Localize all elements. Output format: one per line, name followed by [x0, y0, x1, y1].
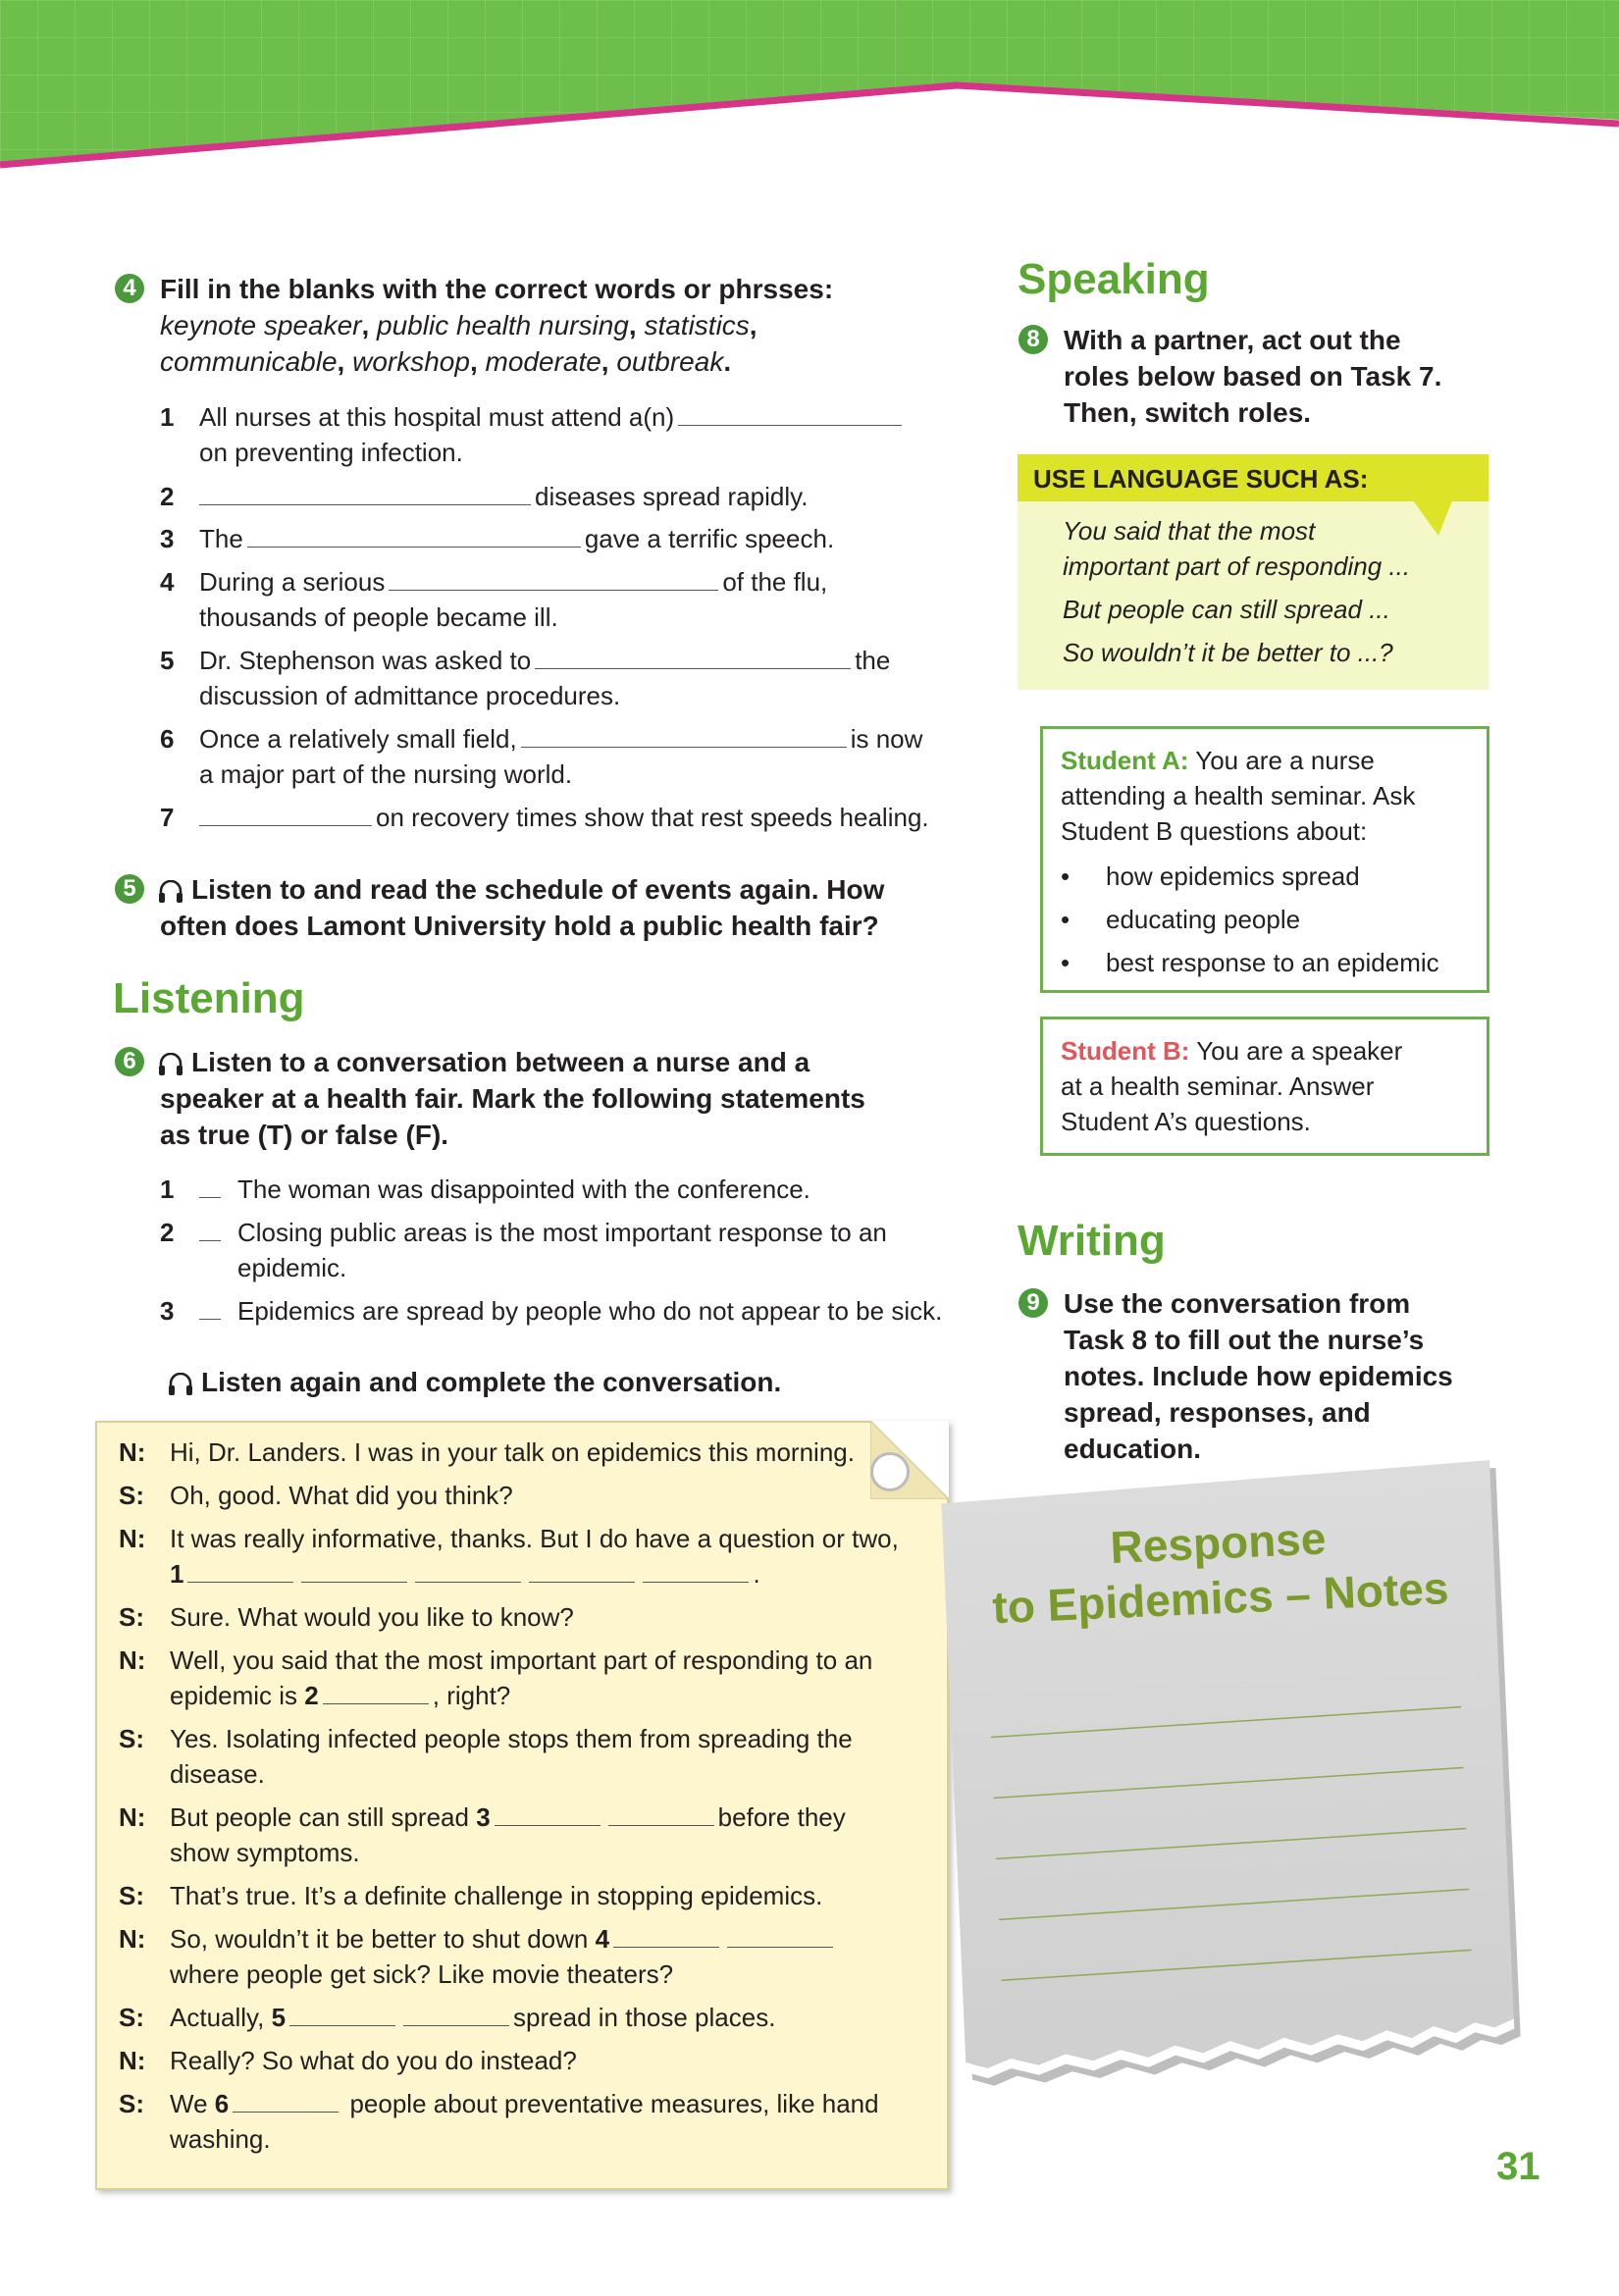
bullet-item-2 [1061, 902, 1301, 937]
task4-number-badge: 4 [115, 274, 144, 303]
answer-blank[interactable] [678, 403, 902, 426]
answer-blank[interactable] [521, 725, 847, 748]
student-a-text1: You are a nurse [1195, 746, 1375, 775]
task4-word-list-line2: communicable, workshop, moderate, outbreak. [160, 346, 732, 377]
item-number: 2 [160, 1218, 175, 1247]
tf-answer-blank[interactable] [199, 1297, 221, 1320]
bullet-text: educating people [1106, 905, 1301, 934]
answer-blank[interactable] [199, 483, 531, 505]
item-text: diseases spread rapidly. [535, 482, 809, 511]
bullet-text: how epidemics spread [1106, 861, 1360, 891]
gap-blank[interactable] [727, 1925, 833, 1948]
gap-blank[interactable] [415, 1560, 521, 1583]
speaker-label: S: [119, 2089, 144, 2118]
task9-line3: notes. Include how epidemics [1064, 1361, 1453, 1391]
gap-blank[interactable] [495, 1803, 601, 1826]
speaker-label: S: [119, 1602, 144, 1632]
conv-text: Really? So what do you do instead? [170, 2046, 577, 2075]
gap-blank[interactable] [608, 1803, 714, 1826]
task4-word-list-line1: keynote speaker, public health nursing, statistics, [160, 310, 757, 340]
task4-item-3 [160, 521, 945, 556]
student-a-text2: attending a health seminar. Ask [1061, 781, 1416, 810]
item-number: 2 [160, 482, 175, 511]
speaker-label: N: [119, 1437, 146, 1467]
task4 [123, 271, 945, 380]
gap-number: 4 [595, 1924, 610, 1954]
headphones-icon[interactable] [158, 880, 183, 904]
conv-text: But people can still spread [170, 1802, 469, 1832]
item-number: 3 [160, 1296, 175, 1326]
conv-text-cont [170, 1678, 935, 1713]
conv-text: It was really informative, thanks. But I do have a question or two, [170, 1524, 899, 1553]
page-number: 31 [1496, 2145, 1541, 2188]
conv-text: That’s true. It’s a definite challenge in stopping epidemics. [170, 1881, 823, 1910]
gap-blank[interactable] [301, 1560, 407, 1583]
speaker-label: N: [119, 1924, 146, 1954]
answer-blank[interactable] [389, 568, 718, 591]
conv-text-cont: where people get sick? Like movie theaters? [170, 1959, 674, 1989]
task4-title: Fill in the blanks with the correct words or phrsses: [160, 274, 834, 304]
speaking-heading: Speaking [1018, 255, 1210, 303]
gap-number: 1 [170, 1559, 184, 1589]
phrase-line-1: You said that the most [1063, 516, 1316, 546]
gap-blank[interactable] [323, 1682, 429, 1704]
item-text: The woman was disappointed with the conference. [237, 1174, 810, 1204]
speaker-label: S: [119, 1724, 144, 1753]
task4-item-1 [160, 399, 945, 470]
bullet-icon: • [1061, 905, 1071, 934]
conv-text: Hi, Dr. Landers. I was in your talk on epidemics this morning. [170, 1437, 855, 1467]
gap-blank[interactable] [403, 2004, 509, 2026]
task6-number-badge: 6 [115, 1047, 144, 1076]
tf-answer-blank[interactable] [199, 1175, 221, 1198]
tf-item-2 [160, 1215, 965, 1285]
speaker-label: N: [119, 1524, 146, 1553]
conv-text: So, wouldn’t it be better to shut down [170, 1924, 589, 1954]
conv-text: epidemic is [170, 1681, 298, 1710]
item-text: is now [850, 724, 923, 754]
notes-title-line2: to Epidemics – Notes [991, 1562, 1450, 1634]
task5-line1: Listen to and read the schedule of events again. How [191, 874, 885, 905]
task4-item-2 [160, 479, 945, 514]
task8-number-badge: 8 [1018, 325, 1048, 354]
speaker-label: S: [119, 1881, 144, 1910]
tf-item-1 [160, 1172, 965, 1207]
phrase-line-4: So wouldn’t it be better to ...? [1063, 638, 1393, 667]
word-statistics: statistics [644, 310, 750, 340]
gap-blank[interactable] [289, 2004, 395, 2026]
tf-item-3 [160, 1293, 965, 1329]
use-language-header [1018, 454, 1488, 501]
task9-line2: Task 8 to fill out the nurse’s [1064, 1325, 1425, 1355]
task8-line1: With a partner, act out the [1064, 325, 1401, 355]
task9-number-badge: 9 [1018, 1288, 1048, 1318]
item-text: Epidemics are spread by people who do not appear to be sick. [237, 1296, 943, 1326]
student-a-label: Student A: [1061, 746, 1189, 775]
header-banner [0, 0, 1619, 177]
word-public-health-nursing: public health nursing [377, 310, 629, 340]
conv-text: Sure. What would you like to know? [170, 1602, 574, 1632]
conv-line-2 [97, 1478, 941, 1513]
conv-text: . [753, 1559, 760, 1589]
item-number: 5 [160, 646, 175, 675]
conv-line-11 [97, 2043, 941, 2078]
item-text: The [199, 524, 243, 553]
gap-blank[interactable] [643, 1560, 749, 1583]
word-communicable: communicable [160, 346, 338, 377]
task6-line2: speaker at a health fair. Mark the following statements [160, 1083, 865, 1114]
conv-line-10 [97, 2000, 941, 2035]
task4-item-5 [160, 643, 945, 713]
use-language-phrases [1063, 513, 1410, 670]
task8-line2: roles below based on Task 7. [1064, 361, 1442, 391]
conv-text: Well, you said that the most important part of responding to an [170, 1645, 873, 1675]
conv-text-cont: disease. [170, 1759, 265, 1789]
conv-text: people about preventative measures, like hand [349, 2089, 879, 2118]
gap-number: 6 [214, 2089, 230, 2118]
item-text: Once a relatively small field, [199, 724, 517, 754]
student-b-text1: You are a speaker [1196, 1036, 1403, 1066]
task4-item-4 [160, 564, 945, 635]
gap-number: 5 [271, 2003, 287, 2032]
conv-text: Actually, [170, 2003, 265, 2032]
task7-title-text: Listen again and complete the conversation. [201, 1367, 782, 1397]
task6-line1: Listen to a conversation between a nurse and a [191, 1047, 810, 1077]
speaker-label: S: [119, 1481, 144, 1510]
headphones-icon[interactable] [168, 1373, 193, 1396]
task5 [123, 871, 965, 944]
gap-blank[interactable] [233, 2090, 339, 2113]
task4-item-7 [160, 800, 945, 835]
conv-text-line [170, 2086, 935, 2121]
conv-line-4 [97, 1599, 941, 1635]
speaker-label: N: [119, 1645, 146, 1675]
word-workshop: workshop [352, 346, 470, 377]
conv-line-1 [97, 1435, 941, 1470]
item-text: All nurses at this hospital must attend a(n) [199, 402, 675, 432]
gap-blank[interactable] [613, 1925, 719, 1948]
item-text: gave a terrific speech. [584, 524, 835, 553]
student-b-text3: Student A’s questions. [1061, 1107, 1311, 1136]
conv-text-cont: show symptoms. [170, 1838, 360, 1867]
conv-text-line [170, 2000, 935, 2035]
item-text-cont: discussion of admittance procedures. [199, 681, 621, 710]
headphones-icon[interactable] [158, 1053, 183, 1076]
conv-line-3 [97, 1521, 941, 1592]
task4-item-6 [160, 721, 945, 792]
item-number: 3 [160, 524, 175, 553]
conv-text: Oh, good. What did you think? [170, 1481, 513, 1510]
bullet-text: best response to an epidemic [1106, 948, 1439, 977]
bullet-item-3 [1061, 945, 1439, 980]
bullet-item-1 [1061, 859, 1360, 894]
item-text-cont: on preventing infection. [199, 438, 463, 467]
speaker-label: S: [119, 2003, 144, 2032]
conv-line-9 [97, 1921, 941, 1992]
conv-text-line [170, 1800, 935, 1835]
conv-line-8 [97, 1878, 941, 1913]
gap-blank[interactable] [187, 1560, 293, 1583]
item-number: 6 [160, 724, 175, 754]
tf-answer-blank[interactable] [199, 1219, 221, 1241]
task9-line4: spread, responses, and [1064, 1397, 1371, 1428]
task9 [1026, 1285, 1535, 1467]
item-number: 1 [160, 1174, 175, 1204]
item-text-cont: thousands of people became ill. [199, 602, 558, 632]
conv-text: Yes. Isolating infected people stops them from spreading the [170, 1724, 853, 1753]
item-number: 7 [160, 803, 175, 832]
item-text: Closing public areas is the most important response to an [237, 1218, 887, 1247]
item-text: During a serious [199, 567, 386, 597]
task5-line2: often does Lamont University hold a public health fair? [160, 911, 879, 941]
phrase-line-2: important part of responding ... [1063, 551, 1411, 581]
item-text: Dr. Stephenson was asked to [199, 646, 532, 675]
conv-line-6 [97, 1721, 941, 1792]
task6 [123, 1044, 965, 1153]
gap-number: 3 [476, 1802, 491, 1832]
item-text-cont: epidemic. [237, 1253, 347, 1282]
bullet-icon: • [1061, 861, 1071, 891]
conv-text: before they [717, 1802, 846, 1832]
student-b-label: Student B: [1061, 1036, 1190, 1066]
conv-text-cont [170, 1556, 935, 1592]
word-keynote-speaker: keynote speaker [160, 310, 362, 340]
bullet-icon: • [1061, 948, 1071, 977]
notes-paper [941, 1460, 1517, 2102]
writing-heading: Writing [1018, 1217, 1166, 1265]
word-outbreak: outbreak [616, 346, 724, 377]
student-b-box [1040, 1017, 1489, 1156]
conv-text: , right? [432, 1681, 511, 1710]
use-language-box [1018, 454, 1488, 690]
conv-line-7 [97, 1800, 941, 1870]
item-text: of the flu, [722, 567, 828, 597]
speaker-label: N: [119, 2046, 146, 2075]
task5-number-badge: 5 [115, 874, 144, 904]
task9-line5: education. [1064, 1434, 1202, 1464]
listening-heading: Listening [113, 974, 305, 1022]
use-language-heading: USE LANGUAGE SUCH AS: [1033, 464, 1369, 494]
answer-blank[interactable] [199, 804, 372, 826]
conv-text: We [170, 2089, 208, 2118]
item-number: 4 [160, 567, 175, 597]
conv-line-5 [97, 1643, 941, 1713]
phrase-line-3: But people can still spread ... [1063, 595, 1390, 624]
gap-blank[interactable] [529, 1560, 635, 1583]
answer-blank[interactable] [247, 525, 581, 548]
gap-number: 2 [304, 1681, 319, 1710]
item-text: on recovery times show that rest speeds healing. [376, 803, 929, 832]
task7-title [160, 1364, 965, 1400]
task8 [1026, 322, 1535, 431]
conv-line-12 [97, 2086, 941, 2157]
conv-text-cont: washing. [170, 2124, 271, 2154]
conversation-note [95, 1421, 949, 2190]
notes-title-line1: Response [1109, 1512, 1328, 1574]
student-b-text2: at a health seminar. Answer [1061, 1071, 1375, 1101]
item-text-cont: a major part of the nursing world. [199, 759, 573, 789]
word-moderate: moderate [485, 346, 601, 377]
item-text: the [855, 646, 891, 675]
task6-line3: as true (T) or false (F). [160, 1120, 449, 1150]
conv-text: spread in those places. [513, 2003, 776, 2032]
task8-line3: Then, switch roles. [1064, 397, 1312, 428]
conv-text-line [170, 1921, 935, 1957]
answer-blank[interactable] [535, 647, 851, 669]
item-number: 1 [160, 402, 175, 432]
student-a-text3: Student B questions about: [1061, 816, 1368, 846]
task9-line1: Use the conversation from [1064, 1288, 1411, 1319]
speaker-label: N: [119, 1802, 146, 1832]
student-a-box [1040, 726, 1489, 993]
speech-tail [1413, 500, 1452, 540]
